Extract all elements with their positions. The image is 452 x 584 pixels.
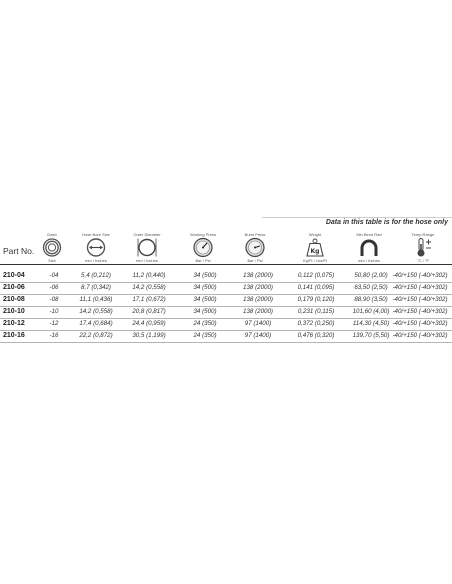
burst-gauge-icon [244, 237, 266, 258]
cell-bore: 11,1 (0,436) [79, 296, 113, 303]
cell-dash: -08 [49, 296, 59, 303]
col-head-temp [393, 232, 452, 264]
cell-bore: 22,2 (0,872) [79, 332, 113, 339]
cell-working-press: 24 (350) [193, 320, 217, 327]
cell-dash: -06 [49, 284, 59, 291]
pressure-gauge-icon [192, 237, 214, 258]
header-divider [0, 264, 452, 265]
cell-bend-radius: 50,80 (2,00) [354, 272, 388, 279]
cell-temp-range: -40/+150 (-40/+302) [392, 308, 448, 315]
col-unit: mm / Inches [136, 258, 158, 263]
col-caption: Weight [308, 232, 322, 237]
cell-od: 11,2 (0,440) [132, 272, 166, 279]
cell-od: 24,4 (0,959) [132, 320, 166, 327]
cell-burst-press: 138 (2000) [243, 308, 273, 315]
cell-od: 17,1 (0,672) [132, 296, 166, 303]
col-unit: Bar / Psi [195, 258, 211, 263]
part-number: 210-10 [3, 308, 25, 315]
col-unit: °C / °F [417, 258, 429, 263]
svg-text:Kg: Kg [310, 248, 320, 255]
col-unit: Size [48, 258, 56, 263]
outer-diameter-icon [136, 237, 158, 258]
cell-dash: -16 [49, 332, 59, 339]
cell-bend-radius: 63,50 (2,50) [354, 284, 388, 291]
row-divider [0, 342, 452, 343]
cell-temp-range: -40/+150 (-40/+302) [392, 296, 448, 303]
col-head-bp [225, 232, 285, 264]
cell-temp-range: -40/+150 (-40/+302) [392, 284, 448, 291]
cell-bend-radius: 88,90 (3,50) [354, 296, 388, 303]
col-caption: Min Bend Rad [356, 232, 382, 237]
thermometer-icon [412, 237, 434, 258]
ring-icon [41, 237, 63, 258]
cell-temp-range: -40/+150 (-40/+302) [392, 332, 448, 339]
cell-bore: 17,4 (0,684) [79, 320, 113, 327]
part-number: 210-06 [3, 284, 25, 291]
note-divider [262, 217, 452, 218]
cell-working-press: 24 (350) [193, 332, 217, 339]
part-number: 210-04 [3, 272, 25, 279]
cell-weight: 0,112 (0,075) [297, 272, 335, 279]
table-row [0, 283, 452, 294]
table-row [0, 295, 452, 306]
cell-dash: -12 [49, 320, 59, 327]
cell-weight: 0,372 (0,250) [297, 320, 335, 327]
cell-weight: 0,231 (0,115) [297, 308, 335, 315]
cell-burst-press: 97 (1400) [244, 320, 272, 327]
cell-od: 30,5 (1,199) [132, 332, 166, 339]
cell-od: 20,8 (0,817) [132, 308, 166, 315]
col-caption: Temp Range [411, 232, 435, 237]
col-head-weight [285, 232, 345, 264]
col-caption: Dash [47, 232, 57, 237]
cell-working-press: 34 (500) [193, 272, 217, 279]
table-note: Data in this table is for the hose only [325, 219, 448, 226]
part-number: 210-12 [3, 320, 25, 327]
cell-temp-range: -40/+150 (-40/+302) [392, 320, 448, 327]
col-head-bend [339, 232, 399, 264]
table-row [0, 307, 452, 318]
cell-bend-radius: 139,70 (5,50) [352, 332, 390, 339]
col-caption: Outer Diameter [133, 232, 161, 237]
col-head-wp [173, 232, 233, 264]
cell-od: 14,2 (0,558) [132, 284, 166, 291]
table-row [0, 331, 452, 342]
cell-temp-range: -40/+150 (-40/+302) [392, 272, 448, 279]
cell-weight: 0,476 (0,320) [297, 332, 335, 339]
cell-working-press: 34 (500) [193, 284, 217, 291]
part-number: 210-16 [3, 332, 25, 339]
bore-arrow-icon [85, 237, 107, 258]
col-unit: mm / Inches [85, 258, 107, 263]
part-number: 210-08 [3, 296, 25, 303]
cell-weight: 0,179 (0,120) [297, 296, 335, 303]
cell-burst-press: 138 (2000) [243, 284, 273, 291]
col-caption: Hose Bore Size [82, 232, 110, 237]
cell-bend-radius: 114,30 (4,50) [352, 320, 390, 327]
cell-working-press: 34 (500) [193, 308, 217, 315]
weight-icon [304, 237, 326, 258]
col-caption: Working Press [190, 232, 216, 237]
cell-dash: -10 [49, 308, 59, 315]
cell-bore: 5,4 (0,212) [81, 272, 111, 279]
table-row [0, 319, 452, 330]
cell-bore: 8,7 (0,342) [81, 284, 111, 291]
part-number-header: Part No. [3, 246, 35, 256]
cell-burst-press: 138 (2000) [243, 272, 273, 279]
cell-working-press: 34 (500) [193, 296, 217, 303]
bend-radius-icon [358, 237, 380, 258]
col-head-od [117, 232, 177, 264]
cell-weight: 0,141 (0,095) [297, 284, 335, 291]
cell-burst-press: 97 (1400) [244, 332, 272, 339]
col-unit: mm / Inches [358, 258, 380, 263]
col-unit: Kg/Ft / Lbs/Ft [302, 258, 327, 263]
col-unit: Bar / Psi [247, 258, 263, 263]
cell-burst-press: 138 (2000) [243, 296, 273, 303]
col-caption: Burst Press [244, 232, 266, 237]
cell-bore: 14,2 (0,558) [79, 308, 113, 315]
cell-dash: -04 [49, 272, 59, 279]
table-row [0, 271, 452, 282]
cell-bend-radius: 101,60 (4,00) [352, 308, 390, 315]
